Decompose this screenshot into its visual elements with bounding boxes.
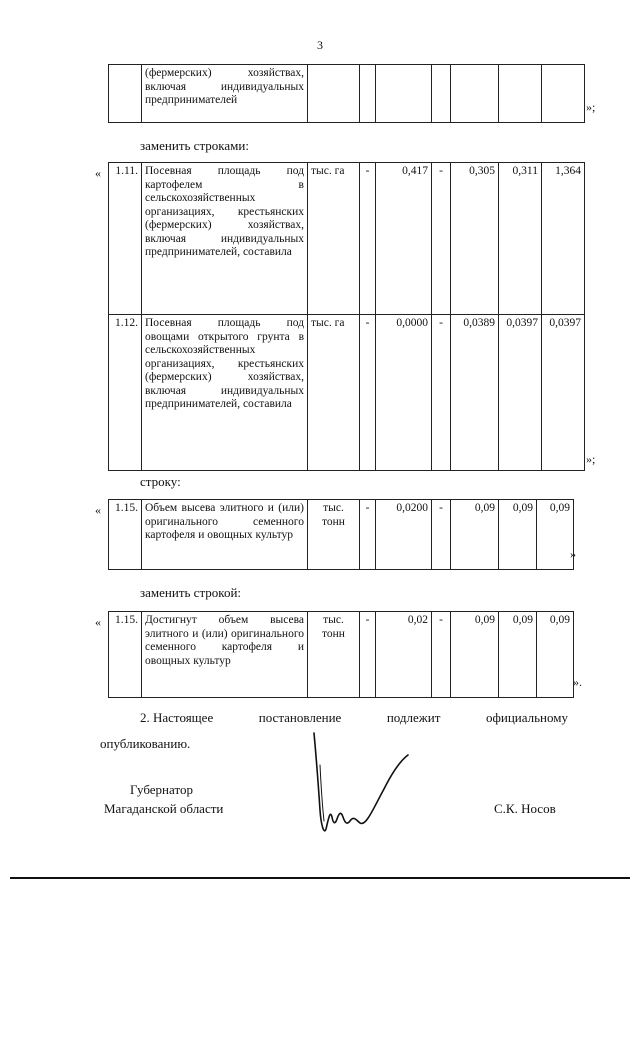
row-value: - xyxy=(360,612,376,698)
row-description: Посевная площадь под картофелем в сельскохозяйственных организациях, крестьянских (фермерских) хозяйствах, включая индивидуальных предпринимателей, составила xyxy=(142,163,308,315)
table-row xyxy=(109,612,574,698)
row-value: - xyxy=(432,500,451,570)
table-new-row xyxy=(108,611,574,698)
opening-quote: « xyxy=(95,166,101,180)
row-value: 0,0389 xyxy=(451,315,499,471)
paragraph-word: официальному xyxy=(485,710,568,725)
handwritten-signature xyxy=(300,725,440,845)
row-value: 0,09 xyxy=(499,612,537,698)
row-value: 0,09 xyxy=(451,612,499,698)
row-value: 0,09 xyxy=(537,612,574,698)
table-cell xyxy=(451,65,499,123)
table-cell xyxy=(499,65,542,123)
table-cell xyxy=(109,65,142,123)
row-unit: тыс. тонн xyxy=(308,612,360,698)
row-number: 1.15. xyxy=(109,612,142,698)
row-number: 1.15. xyxy=(109,500,142,570)
closing-quote: ». xyxy=(573,675,582,689)
row-unit: тыс. га xyxy=(308,163,360,315)
table-cell xyxy=(432,65,451,123)
row-value: 0,311 xyxy=(499,163,542,315)
row-value: 1,364 xyxy=(542,163,585,315)
table-row xyxy=(109,163,585,315)
instruction-replace-row: заменить строкой: xyxy=(140,585,242,600)
paragraph-line-2: опубликованию. xyxy=(100,736,191,751)
row-unit: тыс. тонн xyxy=(308,500,360,570)
closing-quote: »; xyxy=(586,452,596,466)
row-value: - xyxy=(432,612,451,698)
signatory-name: С.К. Носов xyxy=(494,801,556,816)
table-cell-desc: (фермерских) хозяйствах, включая индивидуальных предпринимателей xyxy=(142,65,308,123)
row-value: 0,09 xyxy=(499,500,537,570)
row-value: 0,02 xyxy=(376,612,432,698)
bottom-rule xyxy=(10,877,630,879)
page-number: 3 xyxy=(317,38,323,52)
paragraph-word: подлежит xyxy=(386,710,441,725)
table-cell xyxy=(360,65,376,123)
row-value: - xyxy=(432,315,451,471)
table-row xyxy=(109,315,585,471)
table-cell xyxy=(376,65,432,123)
row-value: 0,0200 xyxy=(376,500,432,570)
row-value: 0,0397 xyxy=(499,315,542,471)
row-value: - xyxy=(432,163,451,315)
table-continuation xyxy=(108,64,585,123)
row-value: - xyxy=(360,163,376,315)
opening-quote: « xyxy=(95,615,101,629)
table-row xyxy=(109,500,574,570)
row-number: 1.12. xyxy=(109,315,142,471)
table-cell xyxy=(542,65,585,123)
row-value: 0,0000 xyxy=(376,315,432,471)
instruction-row: строку: xyxy=(140,474,181,489)
instruction-replace-rows: заменить строками: xyxy=(140,138,249,153)
paragraph-word: постановление xyxy=(258,710,342,725)
paragraph-word: 2. Настоящее xyxy=(140,710,214,725)
table-cell xyxy=(308,65,360,123)
row-description: Посевная площадь под овощами открытого грунта в сельскохозяйственных организациях, крестьянских (фермерских) хозяйствах, включая индивидуальных предпринимателей, составила xyxy=(142,315,308,471)
closing-quote: »; xyxy=(586,100,596,114)
closing-quote: » xyxy=(570,547,576,561)
row-value: 0,09 xyxy=(451,500,499,570)
row-value: 0,0397 xyxy=(542,315,585,471)
paragraph-line-1 xyxy=(140,710,568,726)
opening-quote: « xyxy=(95,503,101,517)
table-old-row xyxy=(108,499,574,570)
row-value: - xyxy=(360,500,376,570)
row-description: Объем высева элитного и (или) оригинального семенного картофеля и овощных культур xyxy=(142,500,308,570)
table-replacement-rows xyxy=(108,162,585,471)
row-description: Достигнут объем высева элитного и (или) оригинального семенного картофеля и овощных культур xyxy=(142,612,308,698)
row-unit: тыс. га xyxy=(308,315,360,471)
row-value: 0,09 xyxy=(537,500,574,570)
row-value: 0,305 xyxy=(451,163,499,315)
signatory-region: Магаданской области xyxy=(104,801,224,816)
signatory-title: Губернатор xyxy=(130,782,193,797)
row-value: - xyxy=(360,315,376,471)
row-number: 1.11. xyxy=(109,163,142,315)
row-value: 0,417 xyxy=(376,163,432,315)
